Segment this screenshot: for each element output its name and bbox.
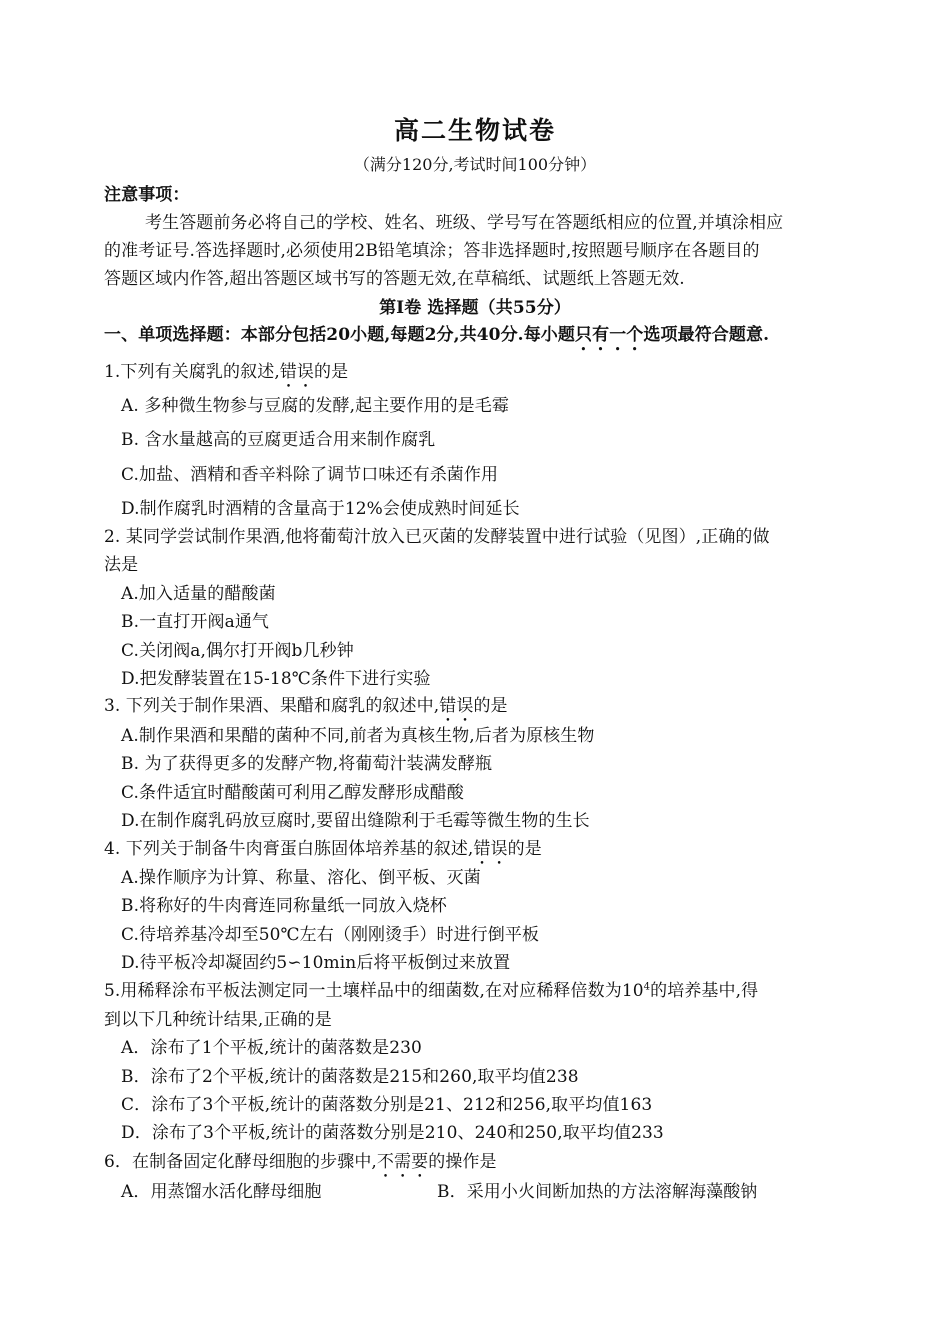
question-stem: 1.下列有关腐乳的叙述,错误的是 <box>104 362 349 382</box>
question-option: D.在制作腐乳码放豆腐时,要留出缝隙利于毛霉等微生物的生长 <box>121 811 590 831</box>
question-option: B．涂布了2个平板,统计的菌落数是215和260,取平均值238 <box>121 1067 579 1087</box>
question-stem: 2. 某同学尝试制作果酒,他将葡萄汁放入已灭菌的发酵装置中进行试验（见图）,正确的做 <box>104 527 770 547</box>
question-option: A. 多种微生物参与豆腐的发酵,起主要作用的是毛霉 <box>121 396 509 416</box>
section-heading: 第Ⅰ卷 选择题（共55分） <box>379 298 571 318</box>
question-option: B. 含水量越高的豆腐更适合用来制作腐乳 <box>121 430 436 450</box>
question-stem: 4. 下列关于制备牛肉膏蛋白胨固体培养基的叙述,错误的是 <box>104 839 542 859</box>
question-option: C.关闭阀a,偶尔打开阀b几秒钟 <box>121 641 354 661</box>
question-option: A．用蒸馏水活化酵母细胞 <box>121 1182 322 1202</box>
question-option: C.待培养基冷却至50℃左右（刚刚烫手）时进行倒平板 <box>121 925 540 945</box>
question-stem: 5.用稀释涂布平板法测定同一土壤样品中的细菌数,在对应稀释倍数为$10^4$的培养基中,得 <box>104 981 759 1001</box>
question-stem: 6．在制备固定化酵母细胞的步骤中,不需要的操作是 <box>104 1152 497 1172</box>
question-option: C.条件适宜时醋酸菌可利用乙醇发酵形成醋酸 <box>121 783 464 803</box>
question-stem: 到以下几种统计结果,正确的是 <box>104 1010 332 1030</box>
question-option: D．涂布了3个平板,统计的菌落数分别是210、240和250,取平均值233 <box>121 1123 664 1143</box>
question-option: C．涂布了3个平板,统计的菌落数分别是21、212和256,取平均值163 <box>121 1095 653 1115</box>
notice-line: 答题区域内作答,超出答题区域书写的答题无效,在草稿纸、试题纸上答题无效. <box>104 269 685 289</box>
page-subtitle: （满分120分,考试时间100分钟） <box>353 155 597 174</box>
question-option: B.一直打开阀a通气 <box>121 612 270 632</box>
notice-line: 的准考证号.答选择题时,必须使用2B铅笔填涂；答非选择题时,按照题号顺序在各题目的 <box>104 241 760 261</box>
question-option: B.将称好的牛肉膏连同称量纸一同放入烧杯 <box>121 896 447 916</box>
question-option: A.操作顺序为计算、称量、溶化、倒平板、灭菌 <box>121 868 481 888</box>
page-title: 高二生物试卷 <box>393 116 556 145</box>
notice-line: 考生答题前务必将自己的学校、姓名、班级、学号写在答题纸相应的位置,并填涂相应 <box>145 213 784 233</box>
part-heading: 一、单项选择题：本部分包括20小题,每题2分,共40分.每小题只有一个选项最符合题意. <box>104 325 770 345</box>
question-option: A.制作果酒和果醋的菌种不同,前者为真核生物,后者为原核生物 <box>121 726 595 746</box>
question-option: B. 为了获得更多的发酵产物,将葡萄汁装满发酵瓶 <box>121 754 493 774</box>
question-stem: 3. 下列关于制作果酒、果醋和腐乳的叙述中,错误的是 <box>104 696 508 716</box>
notice-heading: 注意事项： <box>104 185 190 205</box>
question-option: C.加盐、酒精和香辛料除了调节口味还有杀菌作用 <box>121 465 499 485</box>
question-option: D.待平板冷却凝固约5∽10min后将平板倒过来放置 <box>121 953 511 973</box>
question-stem: 法是 <box>104 555 139 575</box>
question-option: B．采用小火间断加热的方法溶解海藻酸钠 <box>437 1182 758 1202</box>
question-option: A.加入适量的醋酸菌 <box>121 584 276 604</box>
question-option: D.制作腐乳时酒精的含量高于12%会使成熟时间延长 <box>121 499 520 519</box>
question-option: A．涂布了1个平板,统计的菌落数是230 <box>121 1038 422 1058</box>
question-option: D.把发酵装置在15-18℃条件下进行实验 <box>121 669 431 689</box>
